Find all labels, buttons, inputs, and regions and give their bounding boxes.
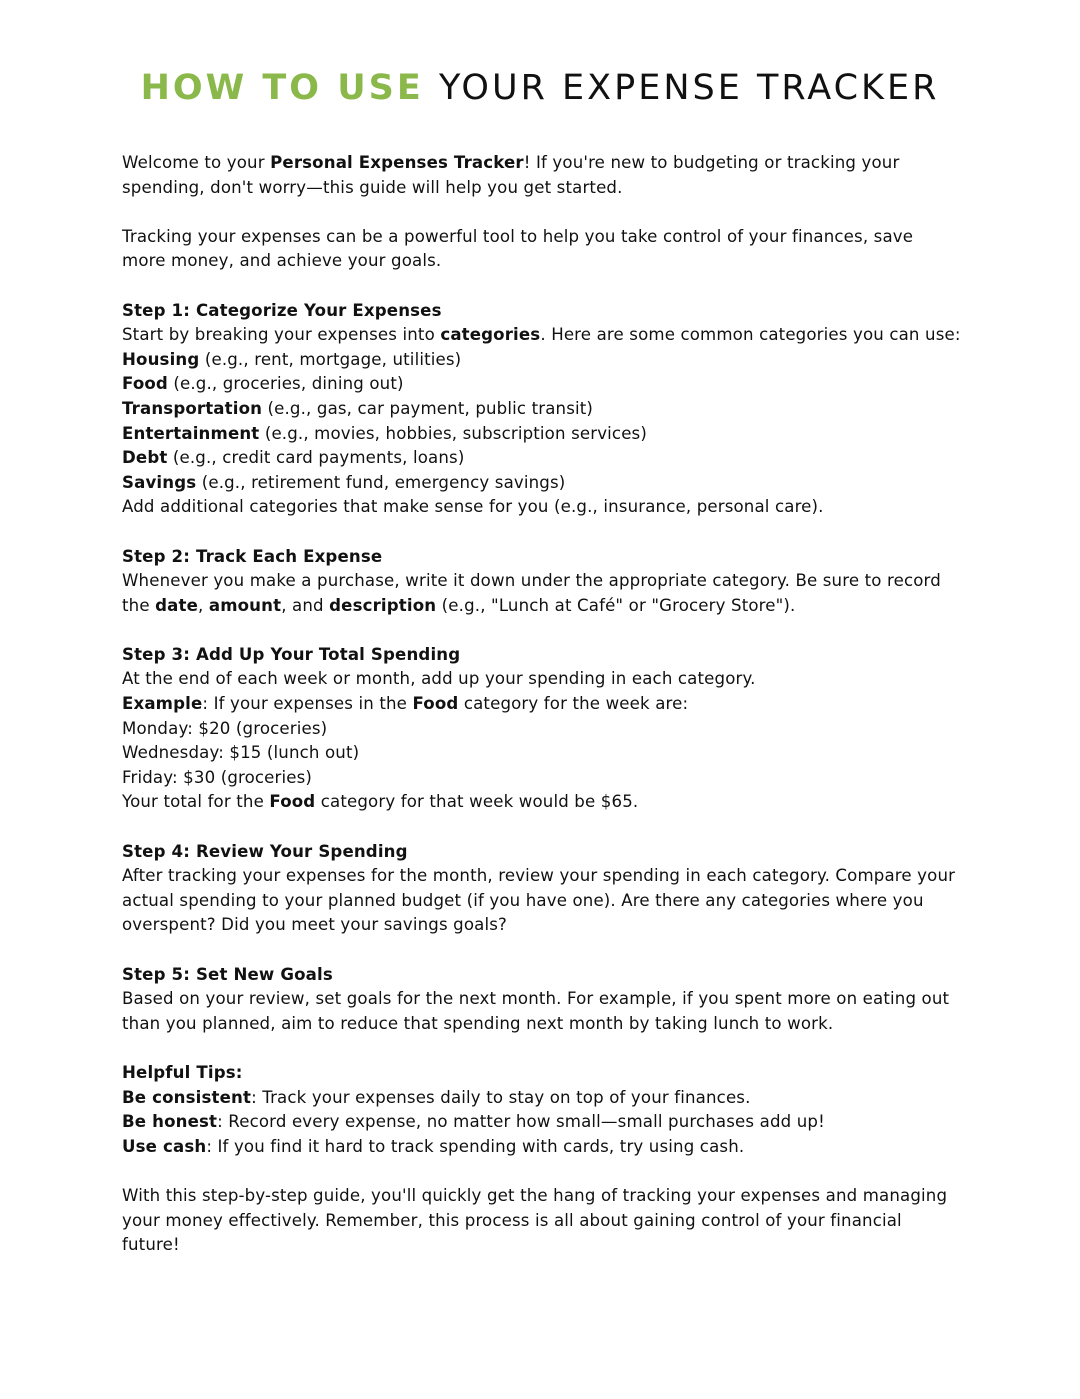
category-item: Debt (e.g., credit card payments, loans) xyxy=(122,448,465,468)
closing-paragraph: With this step-by-step guide, you'll quickly get the hang of tracking your expenses and managing your money effectively. Remember, this process is all about gaining control of your financial future! xyxy=(122,1185,948,1255)
example-item: Friday: $30 (groceries) xyxy=(122,767,313,787)
step1-intro: Start by breaking your expenses into categories. Here are some common categories you can use: xyxy=(122,325,961,345)
page-title xyxy=(0,68,1080,108)
step3-heading: Step 3: Add Up Your Total Spending xyxy=(122,644,461,664)
step1-heading: Step 1: Categorize Your Expenses xyxy=(122,300,442,320)
step4-heading: Step 4: Review Your Spending xyxy=(122,841,408,861)
title-accent: HOW TO USE xyxy=(140,68,424,108)
tip-item: Be honest: Record every expense, no matter how small—small purchases add up! xyxy=(122,1112,825,1132)
tip-item: Be consistent: Track your expenses daily to stay on top of your finances. xyxy=(122,1087,751,1107)
step1-outro: Add additional categories that make sense for you (e.g., insurance, personal care). xyxy=(122,497,824,517)
intro-paragraph-1: Welcome to your Personal Expenses Tracker! If you're new to budgeting or tracking your spending, don't worry—this guide will help you get started. xyxy=(122,153,900,197)
step4-body: After tracking your expenses for the month, review your spending in each category. Compare your actual spending to your planned budget (if you have one). Are there any categories where you overspent? Did you meet your savings goals? xyxy=(122,866,956,935)
step3-total: Your total for the Food category for that week would be $65. xyxy=(122,792,639,812)
category-item: Entertainment (e.g., movies, hobbies, subscription services) xyxy=(122,423,647,443)
example-item: Monday: $20 (groceries) xyxy=(122,718,328,738)
category-item: Housing (e.g., rent, mortgage, utilities) xyxy=(122,349,462,369)
tip-item: Use cash: If you find it hard to track spending with cards, try using cash. xyxy=(122,1136,745,1156)
guide-content xyxy=(122,151,962,1258)
step5-body: Based on your review, set goals for the next month. For example, if you spent more on eating out than you planned, aim to reduce that spending next month by taking lunch to work. xyxy=(122,989,950,1033)
step2-body: Whenever you make a purchase, write it down under the appropriate category. Be sure to record the date, amount, and description (e.g., "Lunch at Café" or "Grocery Store"). xyxy=(122,571,941,615)
step3-line: At the end of each week or month, add up your spending in each category. xyxy=(122,669,756,689)
step3-example: Example: If your expenses in the Food category for the week are: xyxy=(122,694,689,714)
category-item: Food (e.g., groceries, dining out) xyxy=(122,374,404,394)
step5-heading: Step 5: Set New Goals xyxy=(122,964,333,984)
step2-heading: Step 2: Track Each Expense xyxy=(122,546,383,566)
example-item: Wednesday: $15 (lunch out) xyxy=(122,743,360,763)
title-rest: YOUR EXPENSE TRACKER xyxy=(438,68,940,108)
category-item: Transportation (e.g., gas, car payment, public transit) xyxy=(122,398,594,418)
intro-paragraph-2: Tracking your expenses can be a powerful tool to help you take control of your finances, save more money, and achieve your goals. xyxy=(122,226,914,271)
tips-heading: Helpful Tips: xyxy=(122,1062,243,1082)
category-item: Savings (e.g., retirement fund, emergency savings) xyxy=(122,472,566,492)
